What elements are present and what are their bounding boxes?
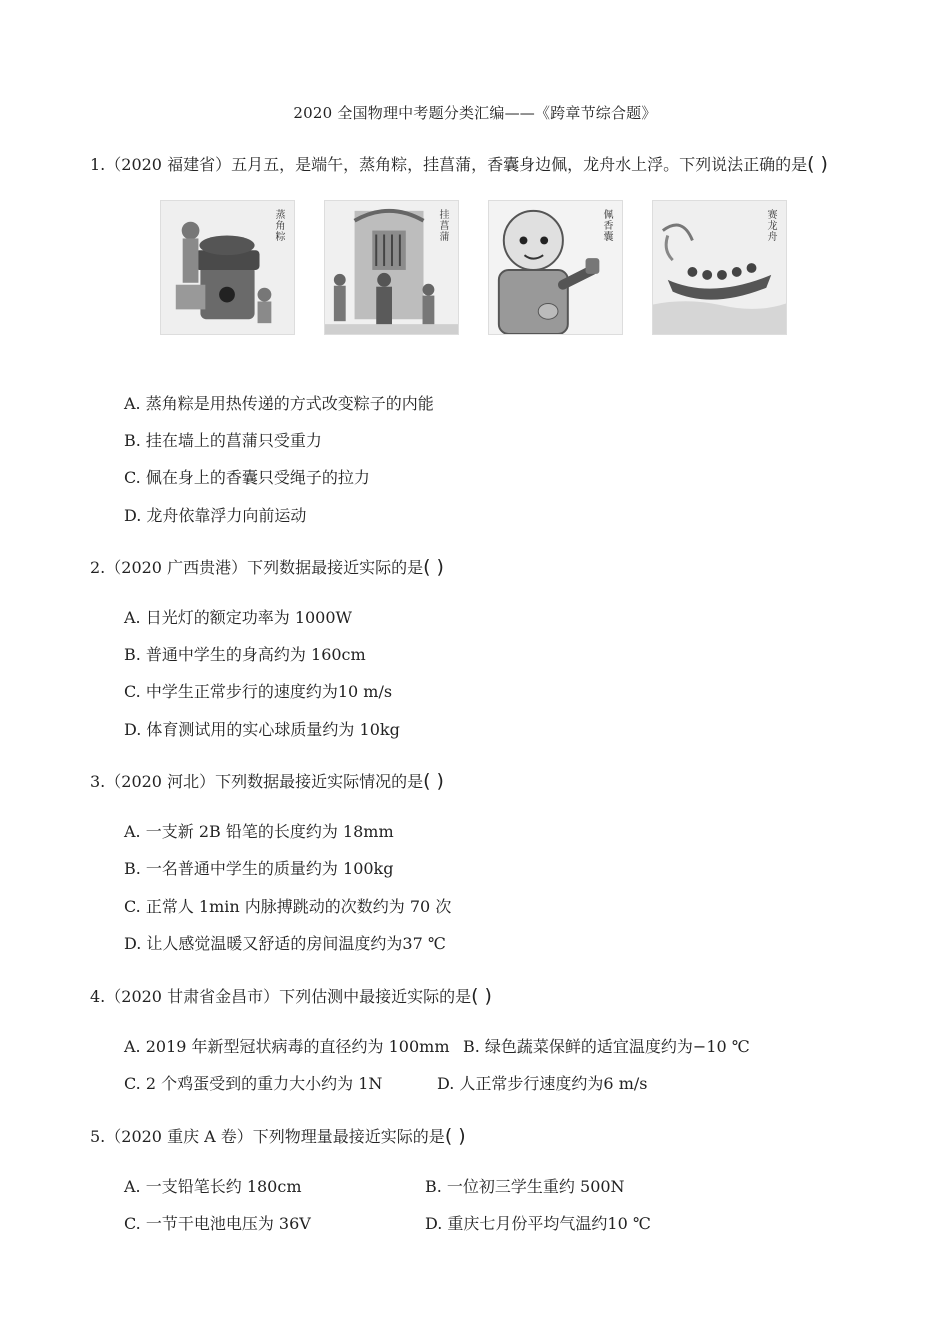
option-d: D. 体育测试用的实心球质量约为 10kg	[124, 720, 400, 739]
question-stem-text: 1.（2020 福建省）五月五，是端午，蒸角粽，挂菖蒲，香囊身边佩，龙舟水上浮。下列说法正确的是	[90, 155, 808, 174]
question-stem-text: 2.（2020 广西贵港）下列数据最接近实际的是	[90, 558, 424, 577]
figure-calamus-hanging	[324, 200, 459, 335]
answer-paren: ( )	[471, 985, 492, 1007]
question-2-stem	[90, 555, 444, 578]
option-b: B. 挂在墙上的菖蒲只受重力	[124, 431, 322, 450]
option-a: A. 一支铅笔长约 180cm	[124, 1177, 302, 1196]
figure-zongzi-steaming	[160, 200, 295, 335]
option-b: B. 一名普通中学生的质量约为 100kg	[124, 859, 394, 878]
question-5-stem	[90, 1124, 466, 1147]
answer-paren: ( )	[423, 770, 444, 792]
question-stem-text: 5.（2020 重庆 A 卷）下列物理量最接近实际的是	[90, 1127, 445, 1146]
question-stem-text: 4.（2020 甘肃省金昌市）下列估测中最接近实际的是	[90, 987, 472, 1006]
question-4-stem	[90, 984, 492, 1007]
option-a: A. 日光灯的额定功率为 1000W	[124, 608, 352, 627]
option-d: D. 龙舟依靠浮力向前运动	[124, 506, 307, 525]
question-stem-text: 3.（2020 河北）下列数据最接近实际情况的是	[90, 772, 424, 791]
answer-paren: ( )	[423, 556, 444, 578]
option-a: A. 2019 年新型冠状病毒的直径约为 100mm	[124, 1037, 450, 1056]
option-d: D. 人正常步行速度约为6 m/s	[437, 1074, 648, 1093]
option-b: B. 普通中学生的身高约为 160cm	[124, 645, 366, 664]
option-b: B. 绿色蔬菜保鲜的适宜温度约为−10 ℃	[463, 1037, 750, 1056]
question-3-stem	[90, 769, 444, 792]
option-c: C. 正常人 1min 内脉搏跳动的次数约为 70 次	[124, 897, 452, 916]
option-d: D. 让人感觉温暖又舒适的房间温度约为37 ℃	[124, 934, 446, 953]
option-c: C. 中学生正常步行的速度约为10 m/s	[124, 682, 393, 701]
option-d: D. 重庆七月份平均气温约10 ℃	[425, 1214, 651, 1233]
figure-dragon-boat	[652, 200, 787, 335]
option-a: A. 一支新 2B 铅笔的长度约为 18mm	[124, 822, 394, 841]
option-b: B. 一位初三学生重约 500N	[425, 1177, 625, 1196]
option-c: C. 一节干电池电压为 36V	[124, 1214, 311, 1233]
option-c: C. 佩在身上的香囊只受绳子的拉力	[124, 468, 370, 487]
option-c: C. 2 个鸡蛋受到的重力大小约为 1N	[124, 1074, 383, 1093]
figure-caption: 挂菖蒲	[437, 209, 448, 242]
option-a: A. 蒸角粽是用热传递的方式改变粽子的内能	[124, 394, 434, 413]
figure-caption: 佩香囊	[601, 209, 612, 242]
page-title: 2020 全国物理中考题分类汇编——《跨章节综合题》	[293, 104, 657, 122]
figure-caption: 蒸角粽	[273, 209, 284, 242]
question-1-stem	[90, 152, 828, 175]
answer-paren: ( )	[444, 1125, 466, 1147]
figure-sachet-wearing	[488, 200, 623, 335]
figure-caption: 赛龙舟	[765, 209, 776, 242]
answer-paren: ( )	[807, 153, 828, 175]
